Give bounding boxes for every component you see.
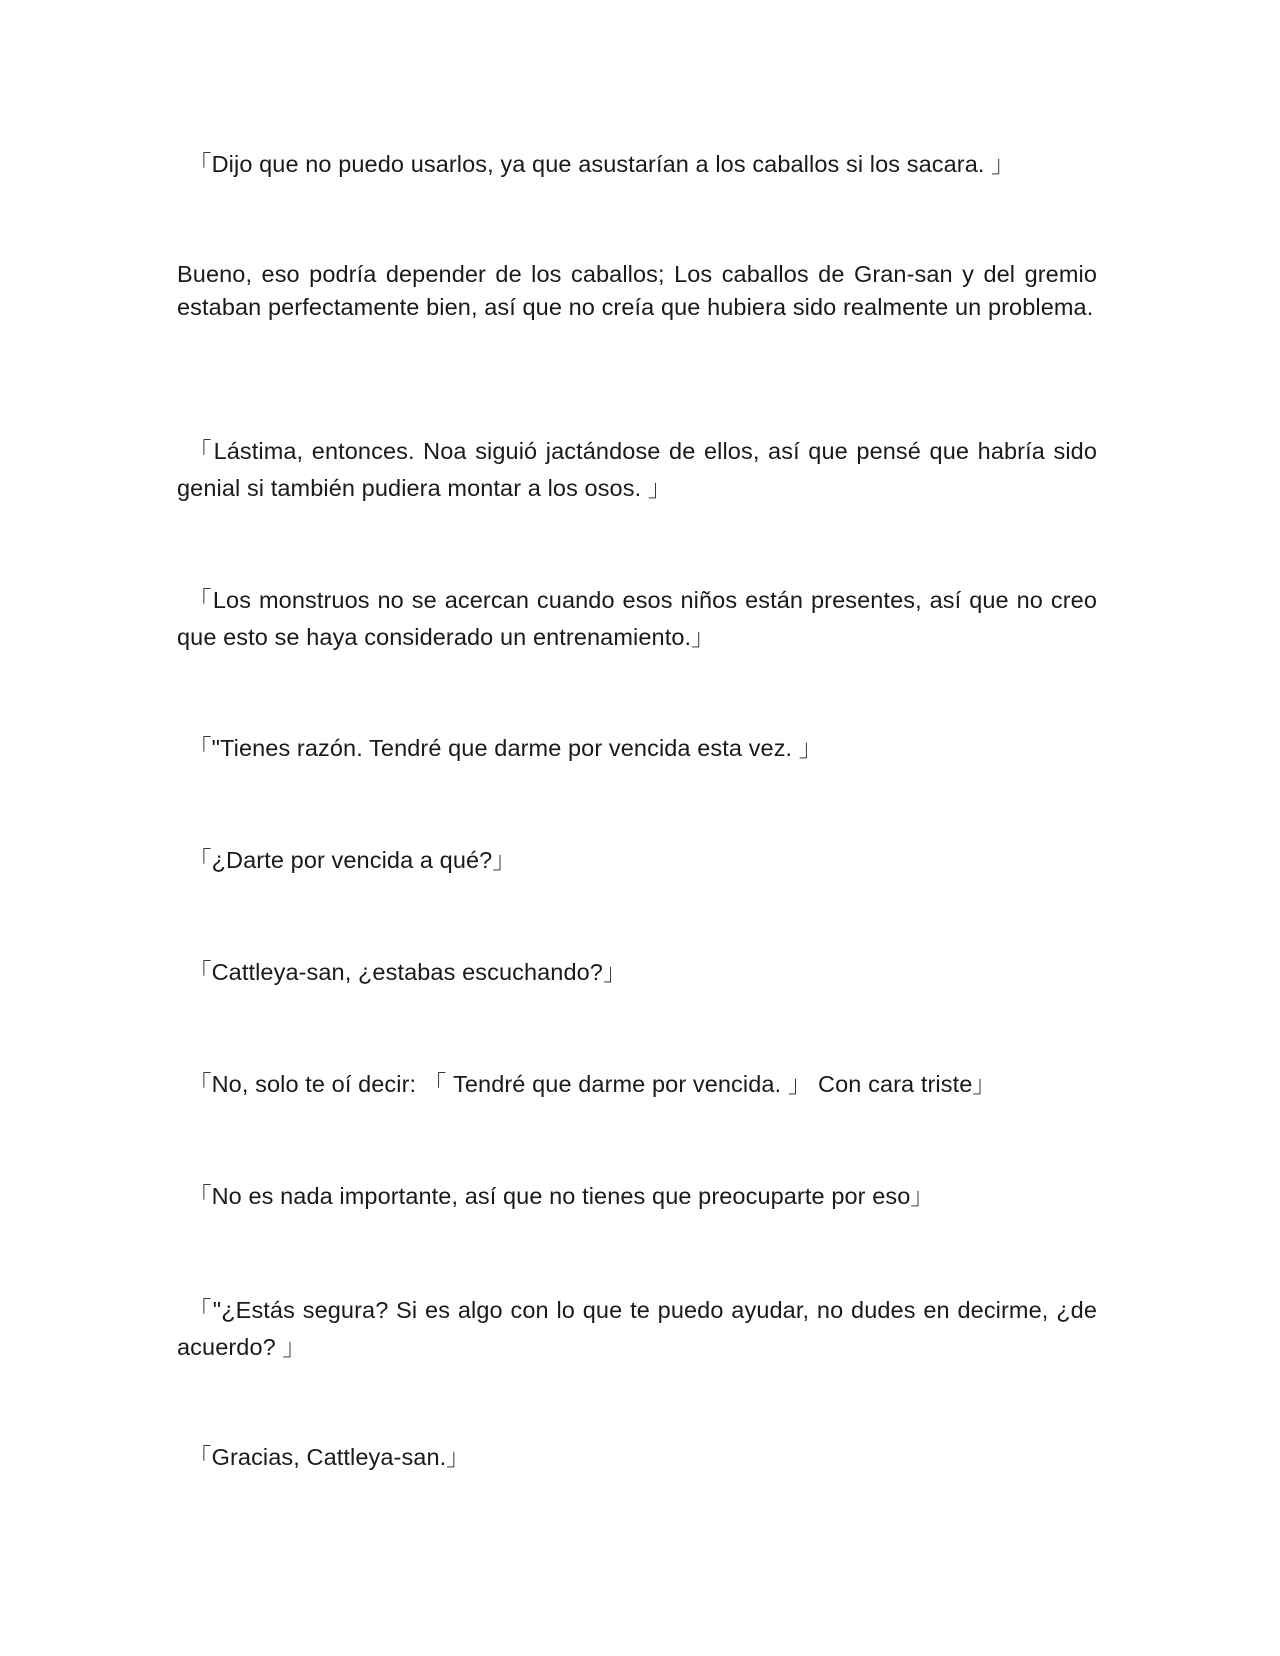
paragraph-8: 「No, solo te oí decir: 「 Tendré que darme por vencida. 」 Con cara triste」	[188, 1071, 996, 1097]
paragraph-5: 「"Tienes razón. Tendré que darme por vencida esta vez. 」	[188, 735, 823, 761]
paragraph-1: 「Dijo que no puedo usarlos, ya que asustarían a los caballos si los sacara. 」	[188, 151, 1015, 177]
paragraph-9: 「No es nada importante, así que no tienes que preocuparte por eso」	[188, 1183, 935, 1209]
paragraph-10: 「"¿Estás segura? Si es algo con lo que te puedo ayudar, no dudes en decirme, ¿de acuerdo? 」	[177, 1297, 1097, 1360]
paragraph-11: 「Gracias, Cattleya-san.」	[188, 1444, 470, 1470]
paragraph-7: 「Cattleya-san, ¿estabas escuchando?」	[188, 959, 627, 985]
paragraph-4: 「Los monstruos no se acercan cuando esos niños están presentes, así que no creo que esto se haya considerado un entrenamiento.」	[177, 587, 1097, 650]
paragraph-6: 「¿Darte por vencida a qué?」	[188, 847, 516, 873]
paragraph-2: Bueno, eso podría depender de los caballos; Los caballos de Gran-san y del gremio estaban perfectamente bien, así que no creía que hubiera sido realmente un problema.	[177, 261, 1097, 320]
paragraph-3: 「Lástima, entonces. Noa siguió jactándose de ellos, así que pensé que habría sido genial si también pudiera montar a los osos. 」	[177, 438, 1097, 501]
